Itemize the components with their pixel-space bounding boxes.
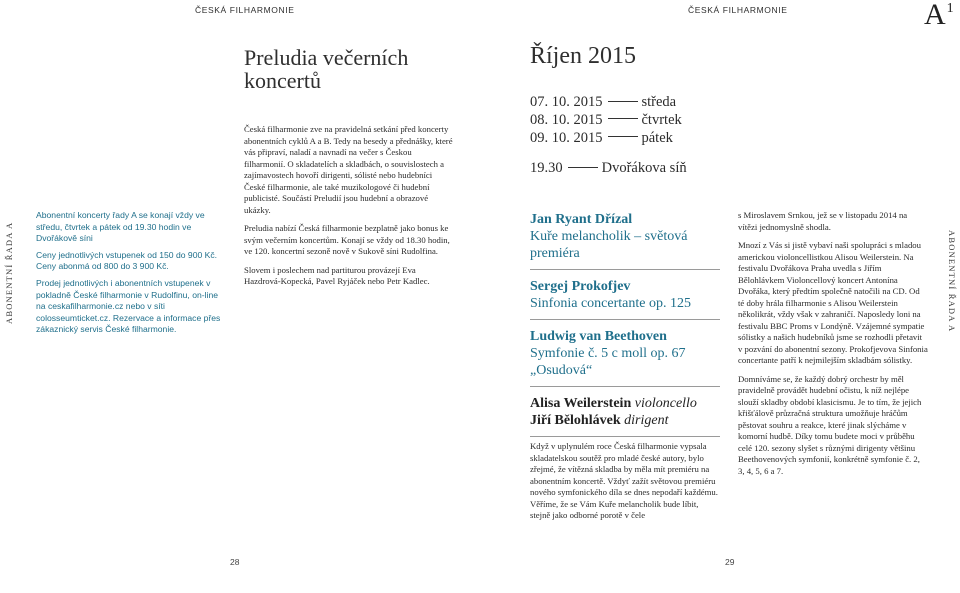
date-separator — [608, 118, 638, 119]
work: Kuře melancholik – světová premiéra — [530, 229, 688, 261]
composer: Sergej Prokofjev — [530, 279, 631, 294]
date: 08. 10. 2015 — [530, 111, 603, 128]
date-separator — [608, 101, 638, 102]
weekday: pátek — [641, 129, 673, 146]
date-separator — [608, 136, 638, 137]
time-venue-row — [530, 160, 687, 178]
work: Symfonie č. 5 c moll op. 67 „Osudová“ — [530, 346, 686, 378]
concert-dates — [530, 94, 687, 178]
info-prices: Ceny jednotlivých vstupenek od 150 do 900 Kč. Ceny abonmá od 800 do 3 900 Kč. — [36, 249, 218, 272]
time-separator — [568, 167, 598, 168]
concert-program — [530, 211, 720, 445]
side-label-right: ABONENTNÍ ŘADA A — [947, 230, 957, 333]
running-head-right: ČESKÁ FILHARMONIE — [688, 5, 788, 15]
concert-time: 19.30 — [530, 160, 563, 177]
running-head-left: ČESKÁ FILHARMONIE — [195, 5, 295, 15]
work: Sinfonia concertante op. 125 — [530, 296, 691, 311]
preludia-title: Preludia večerních koncertů — [244, 45, 409, 93]
info-tickets: Prodej jednotlivých i abonentních vstupenek v pokladně České filharmonie v Rudolfinu, on-line na ceskafilharmonie.cz nebo v síti colosseumticket.cz. Rezervace a informace přes zákaznický servis České filharmonie. — [36, 277, 221, 335]
concert-venue: Dvořákova síň — [601, 160, 687, 177]
performer-name: Alisa Weilerstein — [530, 396, 632, 411]
program-divider — [530, 269, 720, 270]
composer: Ludwig van Beethoven — [530, 329, 667, 344]
preludia-paragraph-1: Česká filharmonie zve na pravidelná setkání před koncerty abonentních cyklů A a B. Tedy na besedy a přednášky, které vás připraví, naladí a navnadí na večer s Českou filharmonií. O skladatelích a skladbách, o souvislostech a zajímavostech hovoří dirigenti, sólisté nebo hudebníci České filharmonie, ale také muzikologové či hudební publicisté. Součástí Preludií jsou hudební a obrazové ukázky. — [244, 124, 453, 215]
series-number: 1 — [946, 1, 954, 16]
weekday: čtvrtek — [641, 111, 682, 128]
left-info — [36, 210, 226, 341]
date: 07. 10. 2015 — [530, 94, 603, 110]
weekday: středa — [641, 94, 677, 110]
preludia-paragraph-2: Preludia nabízí Česká filharmonie bezplatně jako bonus ke svým večerním koncertům. Konají se vždy od 18.30 hodin, ve 120. koncertní sezoně nově v Sukově síni Rudolfina. — [244, 223, 450, 256]
program-divider — [530, 436, 720, 437]
preludia-section — [244, 46, 459, 92]
program-divider — [530, 319, 720, 320]
concert-description: Když v uplynulém roce Česká filharmonie vypsala skladatelskou soutěž pro mladé české autory, bylo zřejmé, že vítězná skladba by měla mít premiéru na abonentním koncertě. Vždyť zažít světovou premiéru nového symfonického díla se dnes nepodaří každému. Věříme, že se Vám Kuře melancholik bude líbit, stejně jako odborné porotě v čele — [530, 441, 718, 520]
info-schedule: Abonentní koncerty řady A se konají vždy ve středu, čtvrtek a pátek od 19.30 hodin ve Dvořákově síni — [36, 210, 205, 244]
performer — [530, 395, 720, 412]
performer-name: Jiří Bělohlávek — [530, 413, 621, 428]
series-marker — [924, 0, 954, 30]
series-letter: A — [924, 0, 946, 31]
concert-month: Říjen 2015 — [530, 43, 636, 69]
composer: Jan Ryant Dřízal — [530, 212, 633, 227]
side-label-left: ABONENTNÍ ŘADA A — [4, 221, 14, 324]
right-paragraph-3: Domníváme se, že každý dobrý orchestr by měl pravidelně provádět hudební očistu, k níž nejlépe slouží skladby období klasicismu. Je to tím, že jejich křišťálově průzračná struktura umožňuje hráčům pěstovat souhru a reakce, které jinak slýcháme v komorní hudbě. Díky tomu budete moci v průběhu celé 120. sezony slyšet s různými dirigenty většinu Beethovenových symfonií, konkrétně symfonie č. 2, 3, 4, 5, 6 a 7. — [738, 373, 922, 476]
page-number-left: 28 — [230, 557, 240, 567]
right-column-text — [738, 210, 928, 484]
right-paragraph-2: Mnozí z Vás si jistě vybaví naši spolupráci s mladou americkou violoncellistkou Alisou Weilerstein. Na festivalu Dvořákova Praha uvedla s Jiřím Bělohlávkem Violoncellový koncert Antonína Dvořáka, který předtím společně natočili na CD. Od té doby hrála filharmonie s Alisou Weilerstein několikrát, vždy však v zahraničí. Naposledy loni na festivalu BBC Proms v Londýně. Vzájemné sympatie sólistky a našich hudebníků jsme se rozhodli přetavit v pozvání do abonentní sezony. Prokofjevova Sinfonia concertante patří k nejmilejším skladbám sólistky. — [738, 240, 928, 365]
page-number-right: 29 — [725, 557, 735, 567]
date-row — [530, 130, 687, 148]
performer — [530, 412, 720, 429]
preludia-paragraph-3: Slovem i poslechem nad partiturou provázejí Eva Hazdrová-Kopecká, Pavel Ryjáček nebo Petr Kadlec. — [244, 264, 430, 286]
performer-role: violoncello — [634, 396, 697, 411]
performer-role: dirigent — [624, 413, 669, 428]
date: 09. 10. 2015 — [530, 129, 603, 146]
date-row — [530, 112, 687, 130]
right-paragraph-1: s Miroslavem Srnkou, jež se v listopadu 2014 na vítězi jednomyslně shodla. — [738, 210, 908, 232]
date-row — [530, 94, 687, 112]
preludia-text — [244, 124, 454, 295]
program-divider — [530, 386, 720, 387]
